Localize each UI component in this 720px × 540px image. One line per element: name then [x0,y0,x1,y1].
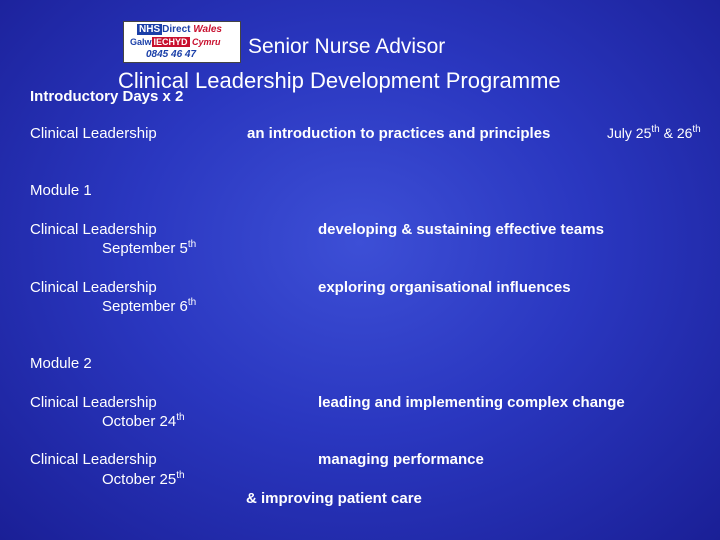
m2-row1-topic: leading and implementing complex change [318,394,625,411]
m1-row1-date [102,240,196,257]
intro-date-mid: & 26 [659,125,693,141]
m1-row2-label: Clinical Leadership [30,279,157,296]
logo-phone: 0845 46 47 [146,49,197,60]
title-line-1: Senior Nurse Advisor [248,35,446,58]
m1-row2-date-sup: th [187,297,197,308]
m1-row1-date-sup: th [187,239,197,250]
logo-direct: Direct [162,24,191,35]
title-line-2: Clinical Leadership Development Programme [118,68,561,93]
m2-row1-date [102,413,185,430]
logo-iechyd: IECHYD [153,37,188,47]
intro-date-sup2: th [692,124,701,135]
m1-row2-topic: exploring organisational influences [318,279,571,296]
intro-date-sup1: th [651,124,660,135]
logo-line-1 [137,24,222,35]
logo-line-2 [130,37,221,47]
m2-row2-topic: managing performance [318,451,484,468]
m2-row2-label: Clinical Leadership [30,451,157,468]
m1-row2-date [102,298,196,315]
module-2-heading: Module 2 [30,355,92,372]
m2-extra-line: & improving patient care [246,490,422,507]
m2-row2-date-sup: th [176,470,185,481]
intro-topic: an introduction to practices and principles [247,125,551,142]
logo-galw: Galw [130,37,152,47]
m1-row2-date-text: September 6 [102,298,188,315]
logo-wales: Wales [193,24,222,35]
m2-row1-date-sup: th [176,412,185,423]
logo-nhs: NHS [139,24,161,35]
module-1-heading: Module 1 [30,182,92,199]
m2-row1-label: Clinical Leadership [30,394,157,411]
m2-row2-date-text: October 25 [102,471,177,488]
intro-date [607,125,701,141]
m1-row1-topic: developing & sustaining effective teams [318,221,604,238]
m2-row2-date [102,471,185,488]
logo-cymru: Cymru [192,37,221,47]
intro-date-prefix: July 25 [607,125,652,141]
intro-label: Clinical Leadership [30,125,157,142]
m1-row1-label: Clinical Leadership [30,221,157,238]
m1-row1-date-text: September 5 [102,240,188,257]
m2-row1-date-text: October 24 [102,413,177,430]
nhs-direct-wales-logo [123,21,241,63]
intro-heading: Introductory Days x 2 [30,88,184,105]
